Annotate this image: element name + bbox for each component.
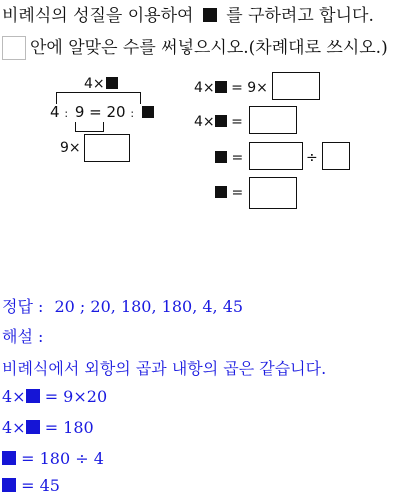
question-line-1 <box>2 6 374 26</box>
blue-square-icon <box>26 389 40 403</box>
row1-left <box>194 80 268 96</box>
blue-square-icon <box>2 451 16 465</box>
row1-left-text: 4× <box>194 80 215 96</box>
black-square-icon <box>215 186 227 198</box>
inner-bracket-bottom <box>75 131 103 132</box>
question-text-part1: 비례식의 성질을 이용하여 <box>2 6 194 26</box>
outer-bracket-top <box>56 92 140 93</box>
explanation-label: 해설 : <box>2 327 44 346</box>
prop-colon-2: : <box>130 107 135 120</box>
top-product-prefix: 4× <box>84 76 105 92</box>
black-square-icon <box>203 8 217 22</box>
row2-left-text: 4× <box>194 114 215 130</box>
black-square-icon <box>215 81 227 93</box>
prop-term-c: 20 <box>106 103 126 121</box>
black-square-icon <box>215 115 227 127</box>
row4-eq-text: = <box>231 185 244 201</box>
proportion-expression <box>50 103 154 121</box>
row3-eq-text: = <box>231 150 244 166</box>
eq2-right: = 180 <box>44 418 94 437</box>
explanation-text: 비례식에서 외항의 곱과 내항의 곱은 같습니다. <box>2 359 327 378</box>
blue-square-icon <box>26 420 40 434</box>
row1-eq-text: = 9× <box>231 80 268 96</box>
prop-term-a: 4 <box>50 103 60 121</box>
eq4-right: = 45 <box>21 476 60 495</box>
row2-eq-text: = <box>231 114 243 130</box>
blank-box-5[interactable] <box>322 142 350 170</box>
prop-colon-1: : <box>64 107 69 120</box>
blank-box-1[interactable] <box>84 134 130 162</box>
bottom-product-label: 9× <box>60 140 81 156</box>
top-product-label <box>84 76 118 92</box>
blank-box-4[interactable] <box>249 142 303 170</box>
row3-div: ÷ <box>306 150 318 166</box>
eq3-right: = 180 ÷ 4 <box>21 449 104 468</box>
prop-term-b: 9 <box>74 103 85 121</box>
row2-left <box>194 114 243 130</box>
answer-box-icon <box>2 36 26 60</box>
eq1-left: 4× <box>2 387 26 406</box>
black-square-icon <box>106 77 118 89</box>
eq1-right: = 9×20 <box>44 387 108 406</box>
explain-eq-1 <box>2 387 107 406</box>
inner-bracket-right <box>103 122 104 132</box>
blue-square-icon <box>2 478 16 492</box>
row3-left <box>215 150 243 166</box>
blank-box-3[interactable] <box>249 106 297 134</box>
blank-box-6[interactable] <box>249 177 297 209</box>
black-square-icon <box>215 151 227 163</box>
question-line-2: 안에 알맞은 수를 써넣으시오.(차례대로 쓰시오.) <box>30 38 388 58</box>
explain-eq-2 <box>2 418 94 437</box>
row4-left <box>215 185 243 201</box>
black-square-icon <box>142 106 154 118</box>
blank-box-2[interactable] <box>272 72 320 100</box>
answer-label: 정답 : <box>2 297 44 316</box>
explain-eq-3 <box>2 449 104 468</box>
eq2-left: 4× <box>2 418 26 437</box>
prop-equals: = <box>89 103 102 121</box>
explain-eq-4 <box>2 476 60 495</box>
question-text-part2: 를 구하려고 합니다. <box>226 6 374 26</box>
answer-value: 20 ; 20, 180, 180, 4, 45 <box>54 297 244 316</box>
answer-line <box>2 294 243 317</box>
